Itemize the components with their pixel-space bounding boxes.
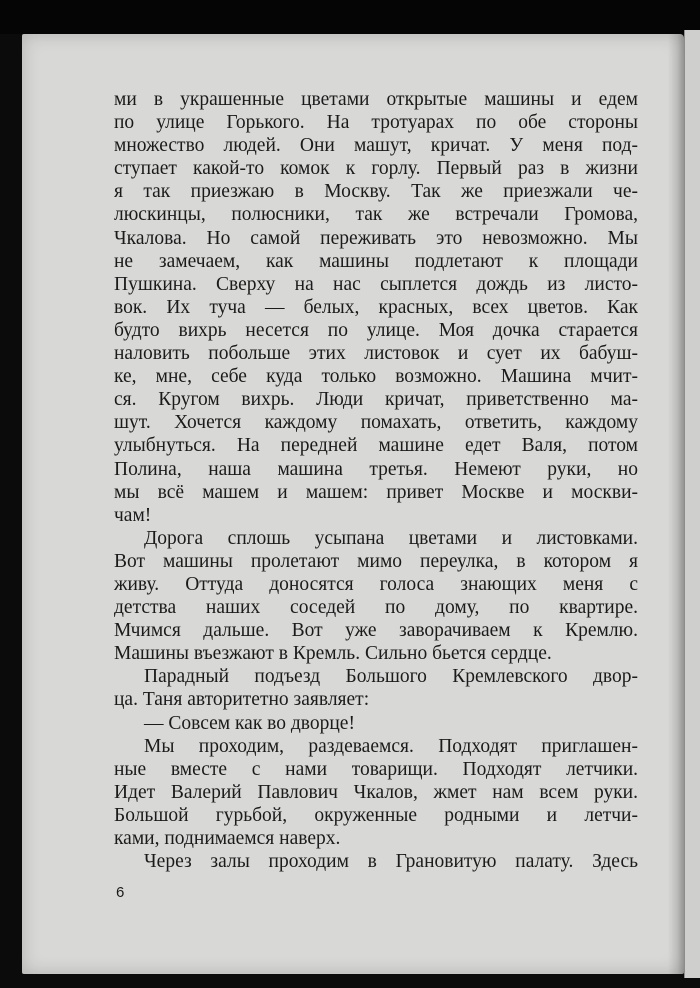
- text-line: живу. Оттуда доносятся голоса знающих меня с: [114, 573, 638, 595]
- text-line: по улице Горького. На тротуарах по обе стороны: [114, 112, 638, 134]
- text-line: Дорога сплошь усыпана цветами и листовками.: [144, 527, 638, 549]
- text-line: детства наших соседей по дому, по квартире.: [114, 597, 638, 619]
- adjacent-page-edge: [684, 30, 700, 978]
- text-line: ца. Таня авторитетно заявляет:: [114, 689, 370, 711]
- text-line: множество людей. Они машут, кричат. У меня под-: [114, 135, 638, 157]
- text-line: ками, поднимаемся наверх.: [114, 828, 341, 849]
- text-line: ные вместе с нами товарищи. Подходят летчики.: [114, 758, 638, 780]
- text-line: — Совсем как во дворце!: [144, 712, 355, 734]
- text-line: люскинцы, полюсники, так же встречали Громова,: [114, 204, 638, 226]
- text-line: Чкалова. Но самой переживать это невозможно. Мы: [114, 227, 638, 249]
- text-line: вок. Их туча — белых, красных, всех цветов. Как: [114, 296, 638, 318]
- text-line: ке, мне, себе куда только возможно. Машина мчит-: [114, 366, 638, 388]
- text-line: Мчимся дальше. Вот уже заворачиваем к Кремлю.: [114, 620, 638, 642]
- text-line: чам!: [114, 504, 152, 526]
- text-line: Полина, наша машина третья. Немеют руки, но: [114, 458, 638, 480]
- text-line: ся. Кругом вихрь. Люди кричат, приветственно ма-: [114, 389, 638, 411]
- text-line: улыбнуться. На передней машине едет Валя, потом: [114, 435, 638, 457]
- text-line: ступает какой-то комок к горлу. Первый раз в жизни: [114, 158, 638, 180]
- text-line: ми в украшенные цветами открытые машины и едем: [114, 89, 638, 110]
- text-line: наловить побольше этих листовок и сует их бабуш-: [114, 343, 638, 365]
- text-line: шут. Хочется каждому помахать, ответить, каждому: [114, 412, 638, 434]
- scan-border: [0, 0, 700, 34]
- body-text: [114, 88, 638, 873]
- page-number: 6: [116, 884, 125, 901]
- text-line: Парадный подъезд Большого Кремлевского двор-: [144, 666, 638, 688]
- text-line: Машины въезжают в Кремль. Сильно бьется сердце.: [114, 643, 552, 665]
- text-line: Большой гурьбой, окруженные родными и летчи-: [114, 804, 638, 826]
- text-line: будто вихрь несется по улице. Моя дочка старается: [114, 319, 638, 341]
- text-line: я так приезжаю в Москву. Так же приезжали че-: [114, 181, 638, 203]
- text-line: Идет Валерий Павлович Чкалов, жмет нам всем руки.: [114, 781, 638, 803]
- text-line: Пушкина. Сверху на нас сыплется дождь из листо-: [114, 273, 638, 295]
- text-line: Вот машины пролетают мимо переулка, в котором я: [114, 550, 638, 572]
- text-line: не замечаем, как машины подлетают к площади: [114, 250, 638, 272]
- text-line: Через залы проходим в Грановитую палату. Здесь: [144, 851, 638, 873]
- text-line: мы всё машем и машем: привет Москве и москви-: [114, 481, 638, 503]
- page-fold-shadow: [668, 34, 684, 974]
- text-line: Мы проходим, раздеваемся. Подходят приглашен-: [144, 735, 638, 757]
